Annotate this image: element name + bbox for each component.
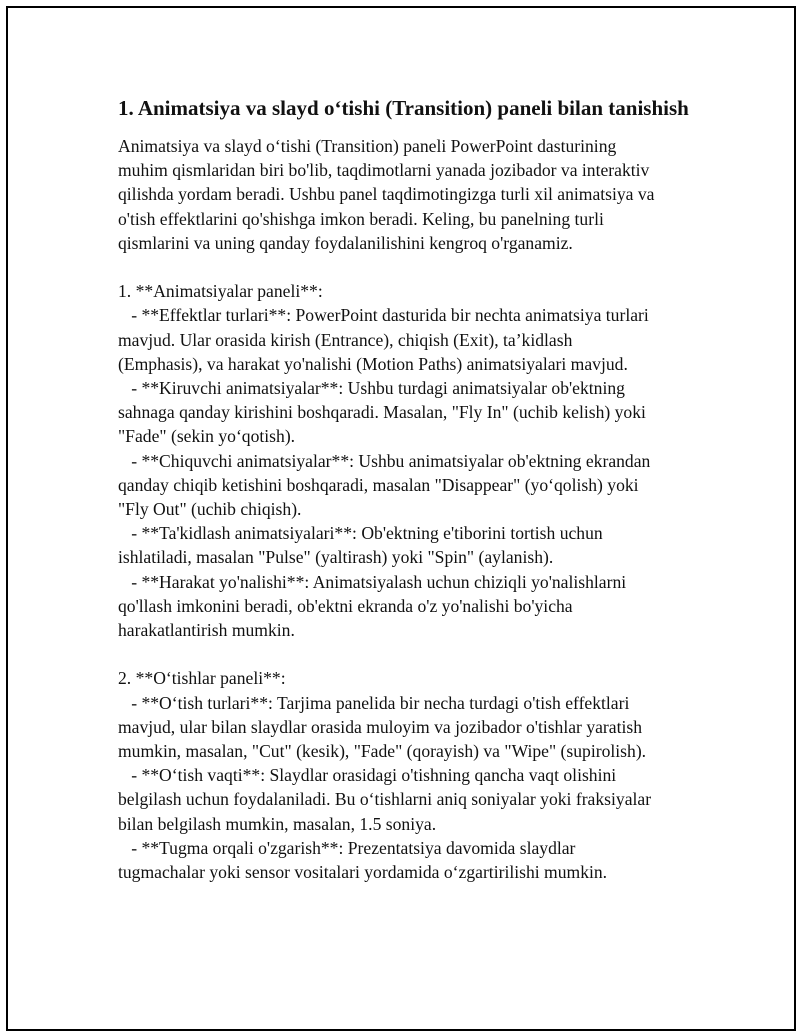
- section-heading: 1. Animatsiya va slayd o‘tishi (Transition) paneli bilan tanishish: [118, 96, 689, 120]
- body-text: Animatsiya va slayd o‘tishi (Transition) paneli PowerPoint dasturining muhim qismlaridan biri bo'lib, taqdimotlarni yanada jozibador va interaktiv qilishda yordam beradi. Ushbu panel taqdimotingizga turli xil animatsiya va o'tish effektlarini qo'shishga imkon beradi. Keling, bu panelning turli qismlarini va uning qanday foydalanilishini kengroq o'rganamiz. 1. **Animatsiyalar paneli**: - **Effektlar turlari**: PowerPoint dasturida bir nechta animatsiya turlari mavjud. Ular orasida kirish (Entrance), chiqish (Exit), ta’kidlash (Emphasis), va harakat yo'nalishi (Motion Paths) animatsiyalari mavjud. - **Kiruvchi animatsiyalar**: Ushbu turdagi animatsiyalar ob'ektning sahnaga qanday kirishini boshqaradi. Masalan, "Fly In" (uchib kelish) yoki "Fade" (sekin yo‘qotish). - **Chiquvchi animatsiyalar**: Ushbu animatsiyalar ob'ektning ekrandan qanday chiqib ketishini boshqaradi, masalan "Disappear" (yo‘qolish) yoki "Fly Out" (uchib chiqish). - **Ta'kidlash animatsiyalari**: Ob'ektning e'tiborini tortish uchun ishlatiladi, masalan "Pulse" (yaltirash) yoki "Spin" (aylanish). - **Harakat yo'nalishi**: Animatsiyalash uchun chiziqli yo'nalishlarni qo'llash imkonini beradi, ob'ektni ekranda o'z yo'nalishi bo'yicha harakatlantirish mumkin. 2. **O‘tishlar paneli**: - **O‘tish turlari**: Tarjima panelida bir necha turdagi o'tish effektlari mavjud, ular bilan slaydlar orasida muloyim va jozibador o'tishlar yaratish mumkin, masalan, "Cut" (kesik), "Fade" (qorayish) va "Wipe" (supirolish). - **O‘tish vaqti**: Slaydlar orasidagi o'tishning qancha vaqt olishini belgilash uchun foydalaniladi. Bu o‘tishlarni aniq soniyalar yoki fraksiyalar bilan belgilash mumkin, masalan, 1.5 soniya. - **Tugma orqali o'zgarish**: Prezentatsiya davomida slaydlar tugmachalar yoki sensor vositalari yordamida o‘zgartirilishi mumkin.: [118, 136, 655, 883]
- document-content: [118, 94, 698, 884]
